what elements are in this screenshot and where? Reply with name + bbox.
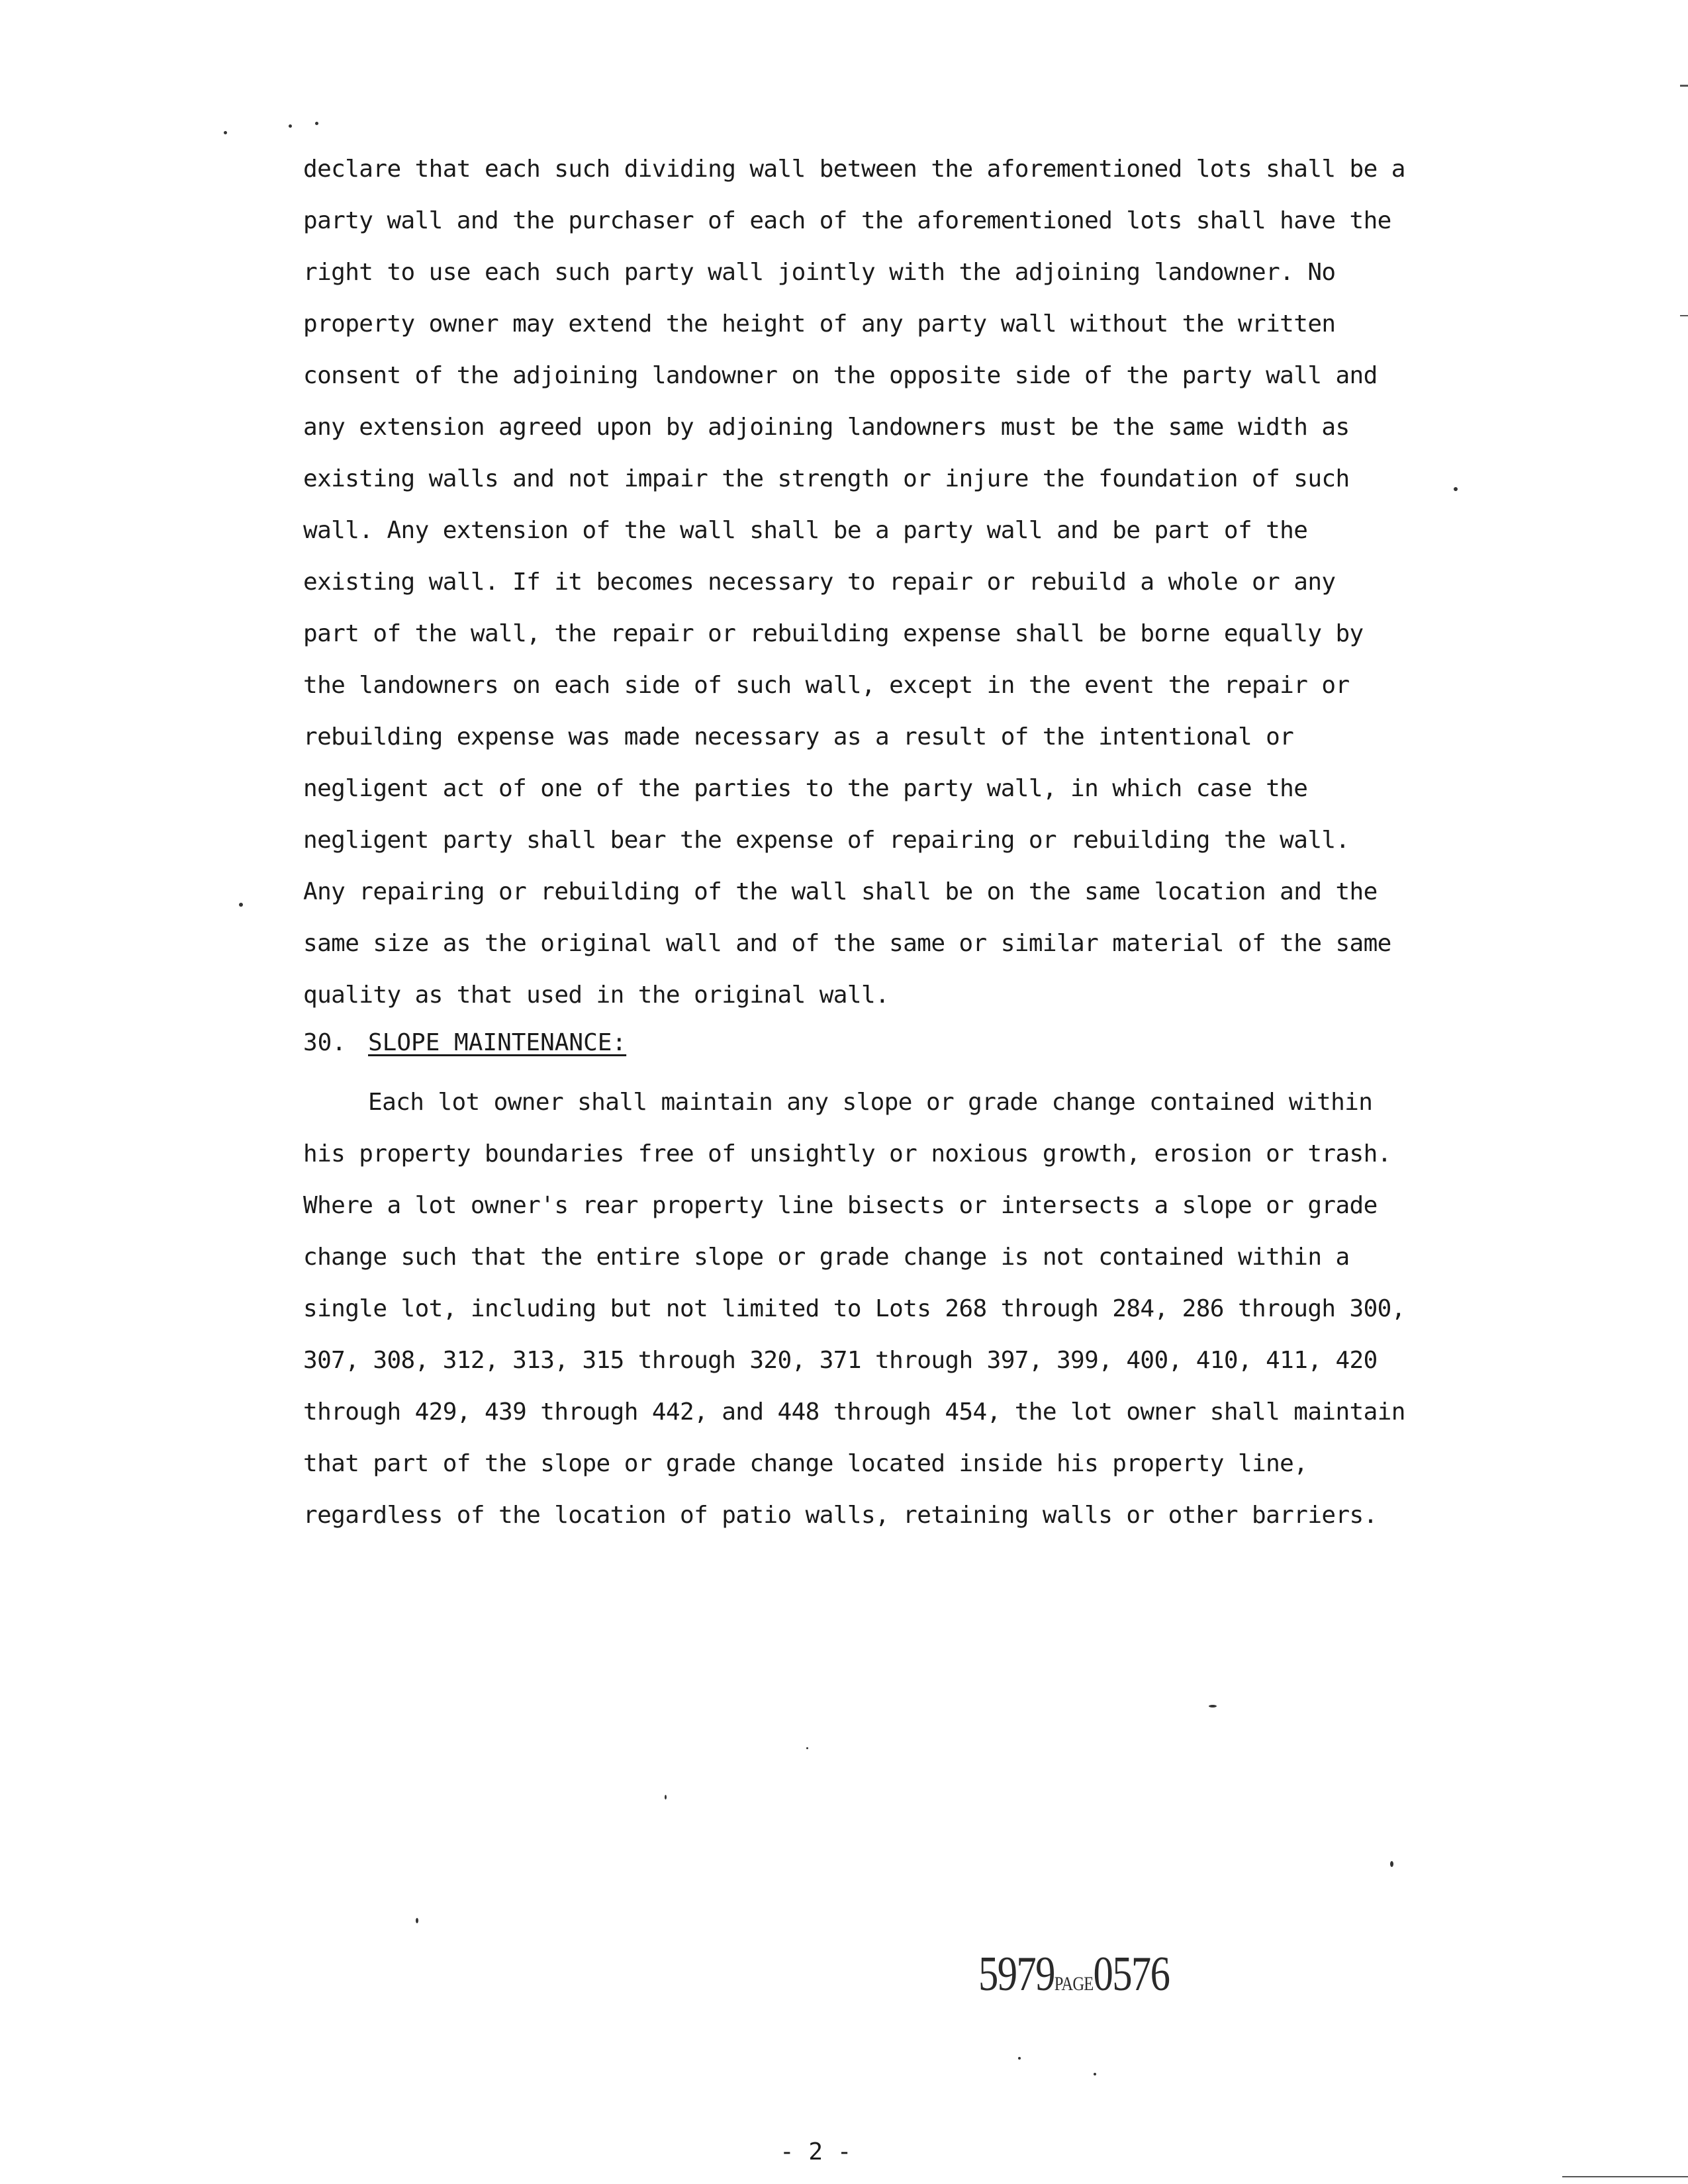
body-line: negligent act of one of the parties to the party wall, in which case the: [303, 775, 1308, 802]
body-line: existing walls and not impair the strength or injure the foundation of such: [303, 465, 1350, 492]
scan-speck: [1454, 487, 1458, 491]
body-line: quality as that used in the original wall.: [303, 981, 890, 1009]
body-line: part of the wall, the repair or rebuilding expense shall be borne equally by: [303, 620, 1364, 647]
section-line: Each lot owner shall maintain any slope or grade change contained within: [368, 1089, 1373, 1116]
body-line: any extension agreed upon by adjoining landowners must be the same width as: [303, 414, 1350, 441]
body-line: the landowners on each side of such wall, except in the event the repair or: [303, 672, 1350, 699]
scan-speck: [1018, 2057, 1021, 2060]
scan-speck: [289, 124, 292, 128]
body-line: wall. Any extension of the wall shall be a party wall and be part of the: [303, 517, 1308, 544]
body-line: Any repairing or rebuilding of the wall shall be on the same location and the: [303, 878, 1378, 905]
body-line: property owner may extend the height of any party wall without the written: [303, 310, 1336, 338]
scan-speck: [1390, 1861, 1393, 1867]
body-line: right to use each such party wall jointly with the adjoining landowner. No: [303, 259, 1336, 286]
page-number: - 2 -: [780, 2138, 852, 2165]
stamp-book-number: 5979: [978, 1947, 1055, 2001]
section-line: his property boundaries free of unsightly or noxious growth, erosion or trash.: [303, 1140, 1391, 1167]
body-line: consent of the adjoining landowner on the opposite side of the party wall and: [303, 362, 1378, 389]
body-line: declare that each such dividing wall between the aforementioned lots shall be a: [303, 156, 1405, 183]
scan-speck: [1209, 1705, 1217, 1707]
scan-speck: [315, 122, 318, 125]
body-line: existing wall. If it becomes necessary to repair or rebuild a whole or any: [303, 569, 1336, 596]
section-number: 30.: [303, 1029, 347, 1056]
section-line: 307, 308, 312, 313, 315 through 320, 371 through 397, 399, 400, 410, 411, 420: [303, 1347, 1378, 1374]
body-line: same size as the original wall and of the same or similar material of the same: [303, 930, 1391, 957]
scan-speck: [665, 1795, 667, 1799]
recording-stamp: [978, 1944, 1169, 2014]
scan-speck: [806, 1747, 808, 1749]
scan-speck: [416, 1918, 418, 1923]
section-line: change such that the entire slope or grade change is not contained within a: [303, 1244, 1350, 1271]
section-line: regardless of the location of patio walls, retaining walls or other barriers.: [303, 1502, 1378, 1529]
scan-speck: [1094, 2073, 1096, 2075]
section-line: Where a lot owner's rear property line bisects or intersects a slope or grade: [303, 1192, 1378, 1219]
stamp-page-label: PAGE: [1054, 1973, 1094, 1995]
body-line: party wall and the purchaser of each of the aforementioned lots shall have the: [303, 207, 1391, 234]
body-line: rebuilding expense was made necessary as a result of the intentional or: [303, 723, 1294, 751]
body-line: negligent party shall bear the expense of repairing or rebuilding the wall.: [303, 827, 1350, 854]
stamp-page-number: 0576: [1093, 1947, 1170, 2001]
edge-mark: [1680, 85, 1688, 87]
section-line: single lot, including but not limited to Lots 268 through 284, 286 through 300,: [303, 1295, 1405, 1322]
edge-mark: [1680, 315, 1688, 316]
section-line: through 429, 439 through 442, and 448 through 454, the lot owner shall maintain: [303, 1398, 1405, 1426]
section-title: SLOPE MAINTENANCE:: [368, 1029, 627, 1056]
scan-speck: [239, 903, 243, 907]
edge-mark: [1562, 2176, 1688, 2177]
scan-speck: [224, 131, 227, 134]
section-line: that part of the slope or grade change located inside his property line,: [303, 1450, 1308, 1477]
